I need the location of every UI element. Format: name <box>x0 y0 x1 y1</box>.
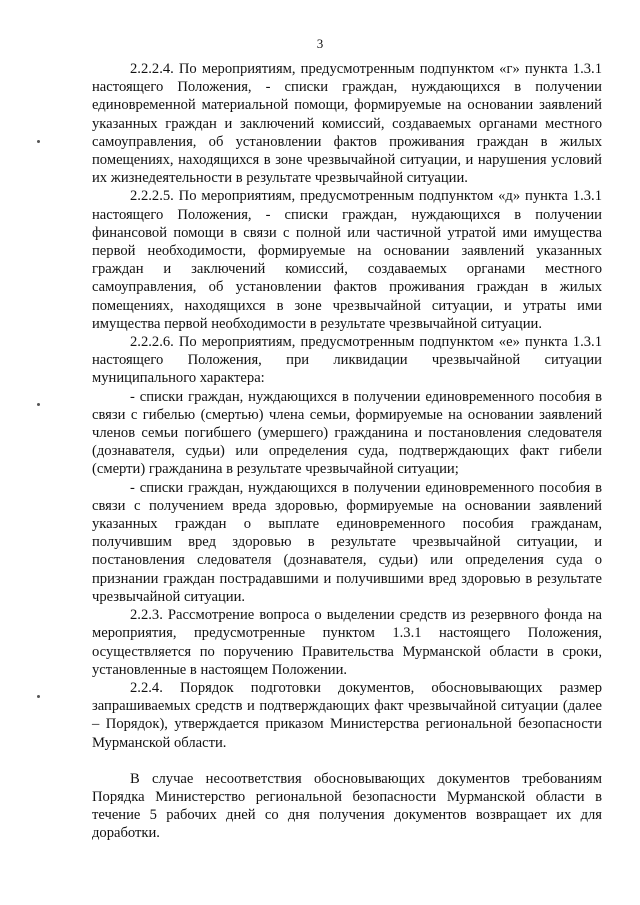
paragraph-2-2-2-5: 2.2.2.5. По мероприятиям, предусмотренным подпунктом «д» пункта 1.3.1 настоящего Положения, - списки граждан, нуждающихся в получении финансовой помощи в связи с полной или частичной утратой ими имущества первой необходимости, формируемые на основании заявлений указанных граждан и заключений комиссий, создаваемых органами местного самоуправления, об установлении фактов проживания граждан в жилых помещениях, находящихся в зоне чрезвычайной ситуации, и утраты ими имущества первой необходимости в результате чрезвычайной ситуации. <box>92 188 602 332</box>
page-number: 3 <box>316 36 324 51</box>
paragraph-2-2-4: 2.2.4. Порядок подготовки документов, обосновывающих размер запрашиваемых средств и подтверждающих факт чрезвычайной ситуации (далее – Порядок), утверждается приказом Министерства региональной безопасности Мурманской области. <box>92 679 602 751</box>
paragraph-return-documents: В случае несоответствия обосновывающих документов требованиям Порядка Министерство региональной безопасности Мурманской области в течение 5 рабочих дней со дня получения документов возвращает их для доработки. <box>92 770 602 842</box>
scan-dot <box>37 695 40 698</box>
paragraph-2-2-3: 2.2.3. Рассмотрение вопроса о выделении средств из резервного фонда на мероприятия, предусмотренные пунктом 1.3.1 настоящего Положения, осуществляется по поручению Правительства Мурманской области в сроки, установленные в настоящем Положении. <box>92 607 602 678</box>
list-item-death-benefit: - списки граждан, нуждающихся в получении единовременного пособия в связи с гибелью (смертью) члена семьи, формируемые на основании заявлений членов семьи погибшего (умершего) гражданина и постановления следователя (дознавателя, судьи) или определения суда, подтверждающих факт гибели (смерти) гражданина в результате чрезвычайной ситуации; <box>92 388 602 478</box>
list-item-health-damage-benefit: - списки граждан, нуждающихся в получении единовременного пособия в связи с получением вреда здоровью, формируемые на основании заявлений указанных граждан о выплате единовременного пособия гражданам, получившим вред здоровью в результате чрезвычайной ситуации, и постановления следователя (дознавателя, судьи) или определения суда о признании граждан пострадавшими и получившими вред здоровью в результате чрезвычайной ситуации. <box>92 479 602 605</box>
paragraph-2-2-2-4: 2.2.2.4. По мероприятиям, предусмотренным подпунктом «г» пункта 1.3.1 настоящего Положения, - списки граждан, нуждающихся в получении единовременной материальной помощи, формируемые на основании заявлений указанных граждан и заключений комиссий, создаваемых органами местного самоуправления, об установлении фактов проживания граждан в жилых помещениях, находящихся в зоне чрезвычайной ситуации, и нарушения условий их жизнедеятельности в результате чрезвычайной ситуации. <box>92 61 602 187</box>
document-body <box>92 60 602 843</box>
scan-dot <box>37 140 40 143</box>
paragraph-2-2-2-6: 2.2.2.6. По мероприятиям, предусмотренным подпунктом «е» пункта 1.3.1 настоящего Положения, при ликвидации чрезвычайной ситуации муниципального характера: <box>92 334 602 387</box>
scan-dot <box>37 403 40 406</box>
